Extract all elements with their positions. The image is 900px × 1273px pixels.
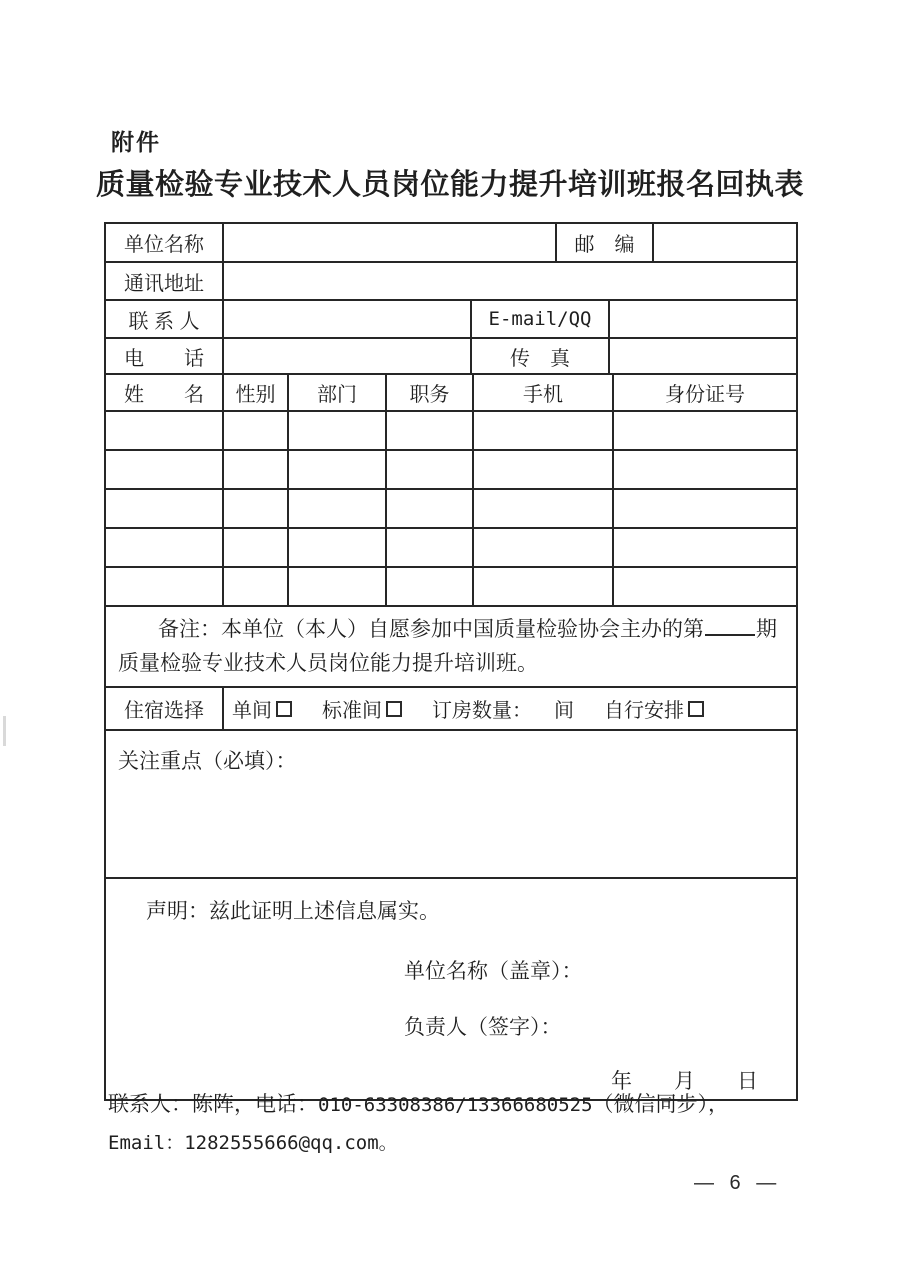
- roster-position-cell[interactable]: [387, 451, 474, 488]
- roster-department-cell[interactable]: [289, 412, 387, 449]
- focus-section[interactable]: [106, 731, 796, 879]
- roster-department-cell[interactable]: [289, 451, 387, 488]
- lodging-label: 住宿选择: [106, 688, 224, 729]
- contact-label: 联 系 人: [106, 301, 224, 337]
- roster-row: [106, 568, 796, 607]
- focus-label: 关注重点（必填）：: [118, 750, 297, 773]
- lodging-options: [224, 688, 796, 729]
- form-title: 质量检验专业技术人员岗位能力提升培训班报名回执表: [95, 169, 804, 201]
- roster-gender-cell[interactable]: [224, 490, 289, 527]
- attachment-label: 附件: [111, 129, 161, 155]
- roster-row: [106, 529, 796, 568]
- roster-row: [106, 451, 796, 490]
- roster-row: [106, 490, 796, 529]
- remark-line1-pre: 备注：本单位（本人）自愿参加中国质量检验协会主办的第: [158, 618, 704, 641]
- registration-form-table: [104, 222, 798, 1101]
- roster-name-cell[interactable]: [106, 412, 224, 449]
- roster-name-cell[interactable]: [106, 529, 224, 566]
- email-label: Email：: [108, 1132, 185, 1154]
- row-unit-name: [106, 224, 796, 263]
- roster-position-cell[interactable]: [387, 490, 474, 527]
- email-qq-label: E-mail/QQ: [472, 301, 610, 337]
- roster-id-cell[interactable]: [614, 529, 796, 566]
- roster-gender-cell[interactable]: [224, 451, 289, 488]
- roster-header-department: 部门: [289, 375, 387, 410]
- row-contact: [106, 301, 796, 339]
- roster-id-cell[interactable]: [614, 568, 796, 605]
- footer-email-line: [108, 1128, 398, 1155]
- roster-position-cell[interactable]: [387, 529, 474, 566]
- postal-code-input-cell[interactable]: [654, 224, 796, 261]
- roster-header-position: 职务: [387, 375, 474, 410]
- roster-id-cell[interactable]: [614, 451, 796, 488]
- standard-room-label: 标准间: [322, 700, 382, 722]
- address-label: 通讯地址: [106, 263, 224, 299]
- declaration-statement: 声明：兹此证明上述信息属实。: [146, 900, 440, 923]
- qty-unit-label: 间: [554, 700, 574, 722]
- remark-line1-post: 期: [756, 618, 777, 641]
- unit-seal-label: 单位名称（盖章）：: [404, 960, 583, 983]
- roster-row: [106, 412, 796, 451]
- remark-section: [106, 607, 796, 688]
- standard-room-checkbox[interactable]: [386, 701, 402, 717]
- roster-name-cell[interactable]: [106, 490, 224, 527]
- single-room-checkbox[interactable]: [276, 701, 292, 717]
- session-number-blank[interactable]: [705, 613, 755, 636]
- roster-mobile-cell[interactable]: [474, 490, 614, 527]
- single-room-label: 单间: [232, 700, 272, 722]
- remark-line2: 质量检验专业技术人员岗位能力提升培训班。: [118, 652, 538, 675]
- roster-department-cell[interactable]: [289, 529, 387, 566]
- roster-header-name: 姓 名: [106, 375, 224, 410]
- roster-gender-cell[interactable]: [224, 568, 289, 605]
- roster-position-cell[interactable]: [387, 412, 474, 449]
- phone-label: 电 话: [106, 339, 224, 373]
- roster-id-cell[interactable]: [614, 490, 796, 527]
- roster-mobile-cell[interactable]: [474, 412, 614, 449]
- fax-input-cell[interactable]: [610, 339, 796, 373]
- footer-contact-line: [108, 1088, 729, 1118]
- roster-header-row: [106, 375, 796, 412]
- booking-qty-label: 订房数量：: [432, 700, 532, 722]
- email-value: 1282555666@qq.com。: [184, 1132, 398, 1154]
- contact-suffix: （微信同步），: [592, 1093, 730, 1116]
- contact-input-cell[interactable]: [224, 301, 472, 337]
- row-address: [106, 263, 796, 301]
- roster-department-cell[interactable]: [289, 568, 387, 605]
- lodging-row: [106, 688, 796, 731]
- roster-header-gender: 性别: [224, 375, 289, 410]
- roster-mobile-cell[interactable]: [474, 529, 614, 566]
- unit-name-label: 单位名称: [106, 224, 224, 261]
- roster-header-id-number: 身份证号: [665, 384, 745, 406]
- roster-name-cell[interactable]: [106, 451, 224, 488]
- signer-label: 负责人（签字）：: [404, 1016, 562, 1039]
- self-arrange-label: 自行安排: [604, 700, 684, 722]
- roster-gender-cell[interactable]: [224, 412, 289, 449]
- page-number: — 6 —: [694, 1172, 782, 1194]
- row-phone: [106, 339, 796, 375]
- email-qq-input-cell[interactable]: [610, 301, 796, 337]
- roster-name-cell[interactable]: [106, 568, 224, 605]
- date-line: 年 月 日: [611, 1070, 758, 1093]
- remark-line1: [118, 613, 784, 647]
- postal-code-label: 邮 编: [557, 224, 654, 261]
- fax-label: 传 真: [472, 339, 610, 373]
- roster-id-cell[interactable]: [614, 412, 796, 449]
- phone-input-cell[interactable]: [224, 339, 472, 373]
- roster-mobile-cell[interactable]: [474, 568, 614, 605]
- scan-artifact: [3, 716, 6, 746]
- roster-position-cell[interactable]: [387, 568, 474, 605]
- unit-name-input-cell[interactable]: [224, 224, 557, 261]
- contact-phone: 010-63308386/13366680525: [318, 1094, 593, 1116]
- roster-mobile-cell[interactable]: [474, 451, 614, 488]
- address-input-cell[interactable]: [224, 263, 796, 299]
- contact-prefix: 联系人：陈阵，电话：: [108, 1093, 318, 1116]
- roster-department-cell[interactable]: [289, 490, 387, 527]
- roster-header-mobile: 手机: [474, 375, 614, 410]
- declaration-section: [106, 895, 796, 1099]
- self-arrange-checkbox[interactable]: [688, 701, 704, 717]
- roster-gender-cell[interactable]: [224, 529, 289, 566]
